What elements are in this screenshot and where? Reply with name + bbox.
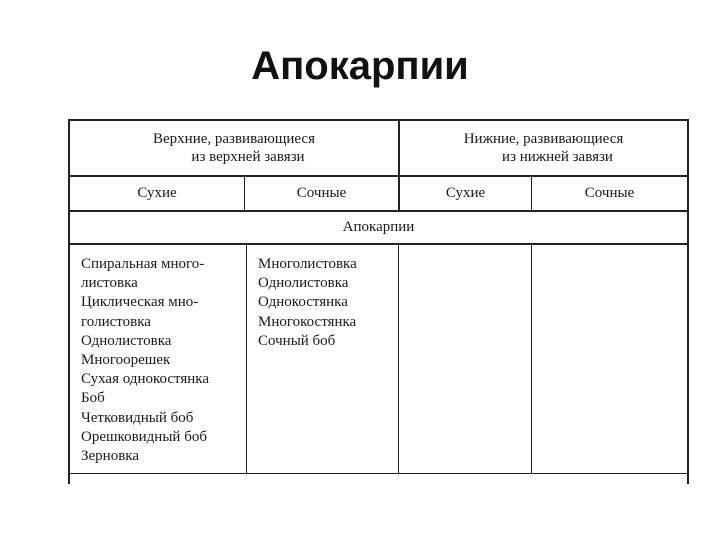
list-upper-juicy <box>258 255 357 351</box>
header-upper-line1: Верхние, развивающиеся <box>153 131 315 147</box>
rule-bottom <box>68 473 689 474</box>
rule-after-top-headers <box>68 175 689 177</box>
header-lower-ovary <box>400 130 687 166</box>
rule-after-sub-headers <box>68 210 689 212</box>
list-item: Четковидный боб <box>81 409 194 426</box>
list-item: Циклическая мно- <box>81 294 199 311</box>
list-item: Многолистовка <box>258 256 357 272</box>
subheader-lower-dry: Сухие <box>445 185 486 201</box>
list-item: Орешковидный боб <box>81 428 207 445</box>
header-upper-line2: из верхней завязи <box>191 149 305 165</box>
list-item: Однолистовка <box>81 332 172 349</box>
list-item: Однолистовка <box>258 275 349 292</box>
list-item: листовка <box>81 275 138 292</box>
list-item: Многокостянка <box>258 313 357 330</box>
apocarp-table <box>68 119 689 484</box>
divider-upper-lower <box>246 243 247 474</box>
header-lower-line1: Нижние, развивающиеся <box>463 131 624 147</box>
list-item: голистовка <box>81 313 151 330</box>
section-header-apocarp: Апокарпии <box>342 219 415 235</box>
list-item: Сочный боб <box>258 332 336 349</box>
divider-lower-lower <box>531 243 532 474</box>
table-border-left <box>68 119 70 484</box>
subheader-upper-dry: Сухие <box>137 185 177 201</box>
list-item: Многоорешек <box>81 352 171 369</box>
list-item: Спиральная много- <box>81 256 205 272</box>
list-upper-dry <box>81 255 209 466</box>
table-border-top <box>68 119 689 121</box>
table-border-right <box>687 119 689 484</box>
list-item: Зерновка <box>81 448 140 465</box>
header-upper-ovary <box>70 130 398 166</box>
list-item: Боб <box>81 390 105 407</box>
header-lower-line2: из нижней завязи <box>502 149 613 165</box>
subheader-upper-juicy: Сочные <box>296 185 347 201</box>
subheader-lower-juicy: Сочные <box>584 185 635 201</box>
slide-title: Апокарпии <box>251 44 469 88</box>
divider-main-lower <box>398 243 399 474</box>
list-item: Сухая однокостянка <box>81 371 210 388</box>
rule-after-section-header <box>68 243 689 245</box>
list-item: Однокостянка <box>258 294 348 311</box>
